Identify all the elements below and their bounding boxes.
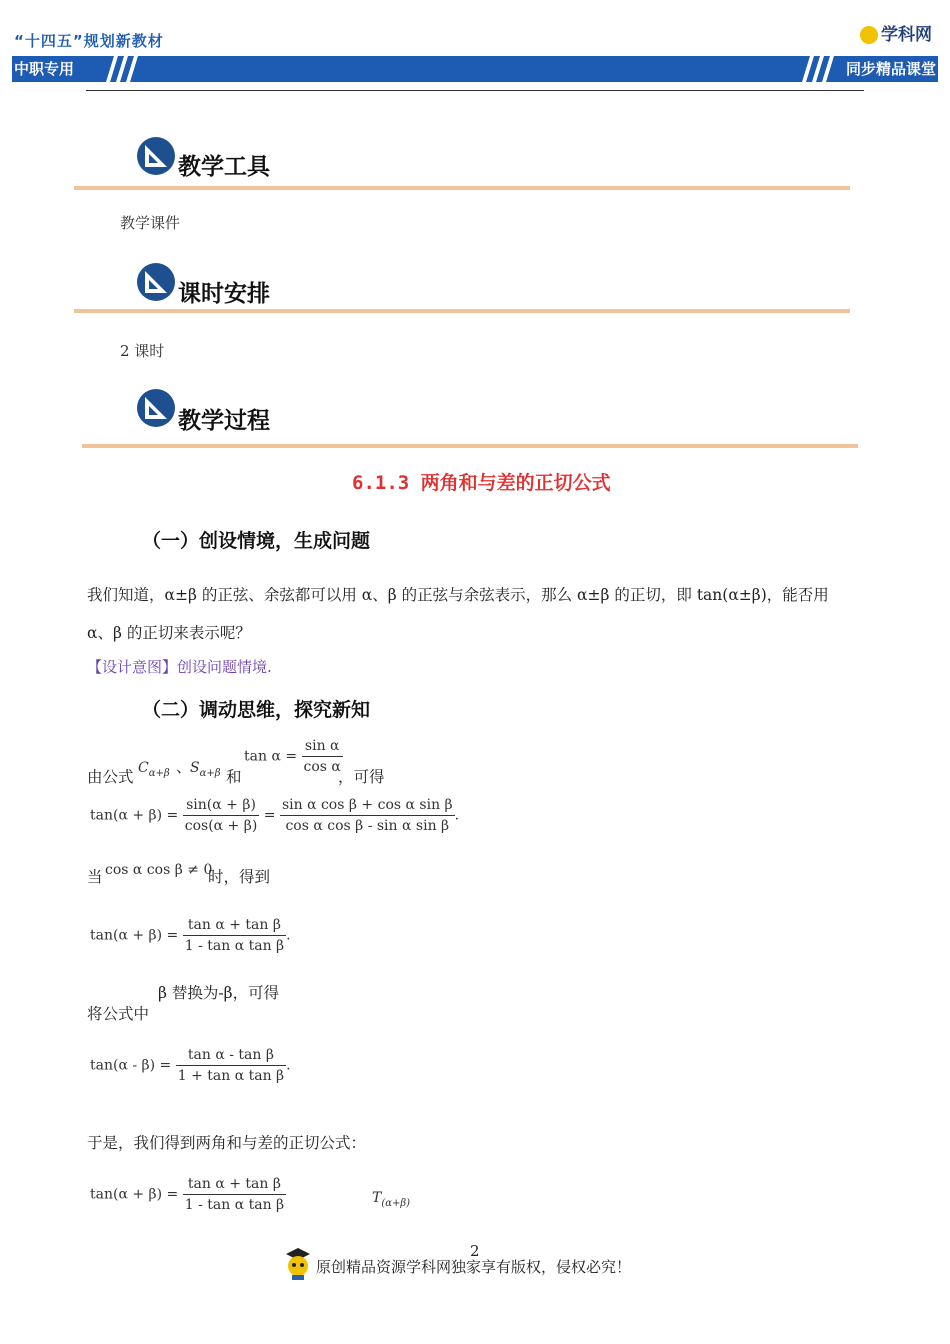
section-title-schedule: 课时安排	[178, 281, 270, 307]
section-divider	[74, 309, 850, 313]
header-right-tag: 同步精品课堂	[845, 60, 936, 78]
conclusion-text: 于是，我们得到两角和与差的正切公式：	[87, 1134, 367, 1152]
c-formula-symbol: $C_{\alpha+\beta}$	[138, 760, 170, 779]
copyright-footer: 原创精品资源学科网独家享有版权，侵权必究！	[316, 1258, 632, 1276]
tools-text: 教学课件	[120, 214, 181, 232]
design-intent-text: 创设问题情境.	[177, 658, 272, 676]
from-formula-label: 由公式	[87, 768, 134, 786]
when-get-label: 时，得到	[208, 868, 271, 886]
replace-text-a: β 替换为-β，可得	[158, 984, 280, 1002]
section-divider	[74, 186, 850, 190]
header-left-tag: 中职专用	[14, 60, 75, 78]
separator: 、	[176, 758, 192, 776]
page-number: 2	[470, 1242, 480, 1260]
lesson-title: 6.1.3 两角和与差的正切公式	[352, 472, 611, 494]
part1-heading: （一）创设情境，生成问题	[142, 530, 371, 552]
intro-paragraph	[87, 576, 867, 652]
header-rule	[86, 90, 864, 91]
set-square-icon	[136, 388, 176, 428]
intro-line-2: α、β 的正切来表示呢？	[87, 624, 251, 642]
section-divider	[82, 444, 858, 448]
mascot-icon	[860, 26, 878, 44]
series-label: “十四五”规划新教材	[14, 32, 164, 50]
equation-3: tan(α - β) = $\frac{\text{tan α - tan β}}{\text{1 + tan α tan β}}$ .	[90, 1047, 291, 1084]
replace-text-b: 将公式中	[87, 1005, 150, 1023]
equation-1: tan(α + β) = $\frac{\sin(\alpha + \beta)}{\cos(\alpha + \beta)}$ = $\frac{\text{sin α cos β + cos α sin β}}{\text{cos α cos β - sin α sin β}}$ .	[90, 797, 460, 834]
mascot-icon	[284, 1246, 312, 1280]
section-title-tools: 教学工具	[178, 154, 270, 180]
design-intent	[87, 656, 272, 677]
s-formula-symbol: $S_{\alpha+\beta}$	[190, 760, 221, 779]
and-label: 和	[226, 768, 242, 786]
design-intent-label: 【设计意图】	[87, 658, 178, 676]
intro-line-1: 我们知道，α±β 的正弦、余弦都可以用 α、β 的正弦与余弦表示，那么 α±β 的正切，即 tan(α±β)，能否用	[87, 586, 829, 604]
site-logo: 学科网	[860, 20, 932, 45]
set-square-icon	[136, 136, 176, 176]
stripe-decoration-left	[100, 56, 140, 82]
equation-2: tan(α + β) = $\frac{\text{tan α + tan β}}{\text{1 - tan α tan β}}$ .	[90, 917, 291, 954]
t-formula-label: $T_{(\alpha+\beta)}$	[372, 1190, 411, 1209]
section-title-process: 教学过程	[178, 408, 270, 434]
condition-expression: cos α cos β ≠ 0	[105, 862, 213, 878]
stripe-decoration-right	[800, 56, 840, 82]
equation-4: tan(α + β) = $\frac{\text{tan α + tan β}}{\text{1 - tan α tan β}}$	[90, 1176, 285, 1213]
set-square-icon	[136, 262, 176, 302]
part2-heading: （二）调动思维，探究新知	[142, 699, 371, 721]
when-label: 当	[87, 868, 103, 886]
schedule-text: 2 课时	[120, 342, 165, 360]
tan-definition: tan α = $\frac{\text{sin α}}{\text{cos α}}$	[244, 738, 341, 775]
get-label: ，可得	[338, 768, 385, 786]
